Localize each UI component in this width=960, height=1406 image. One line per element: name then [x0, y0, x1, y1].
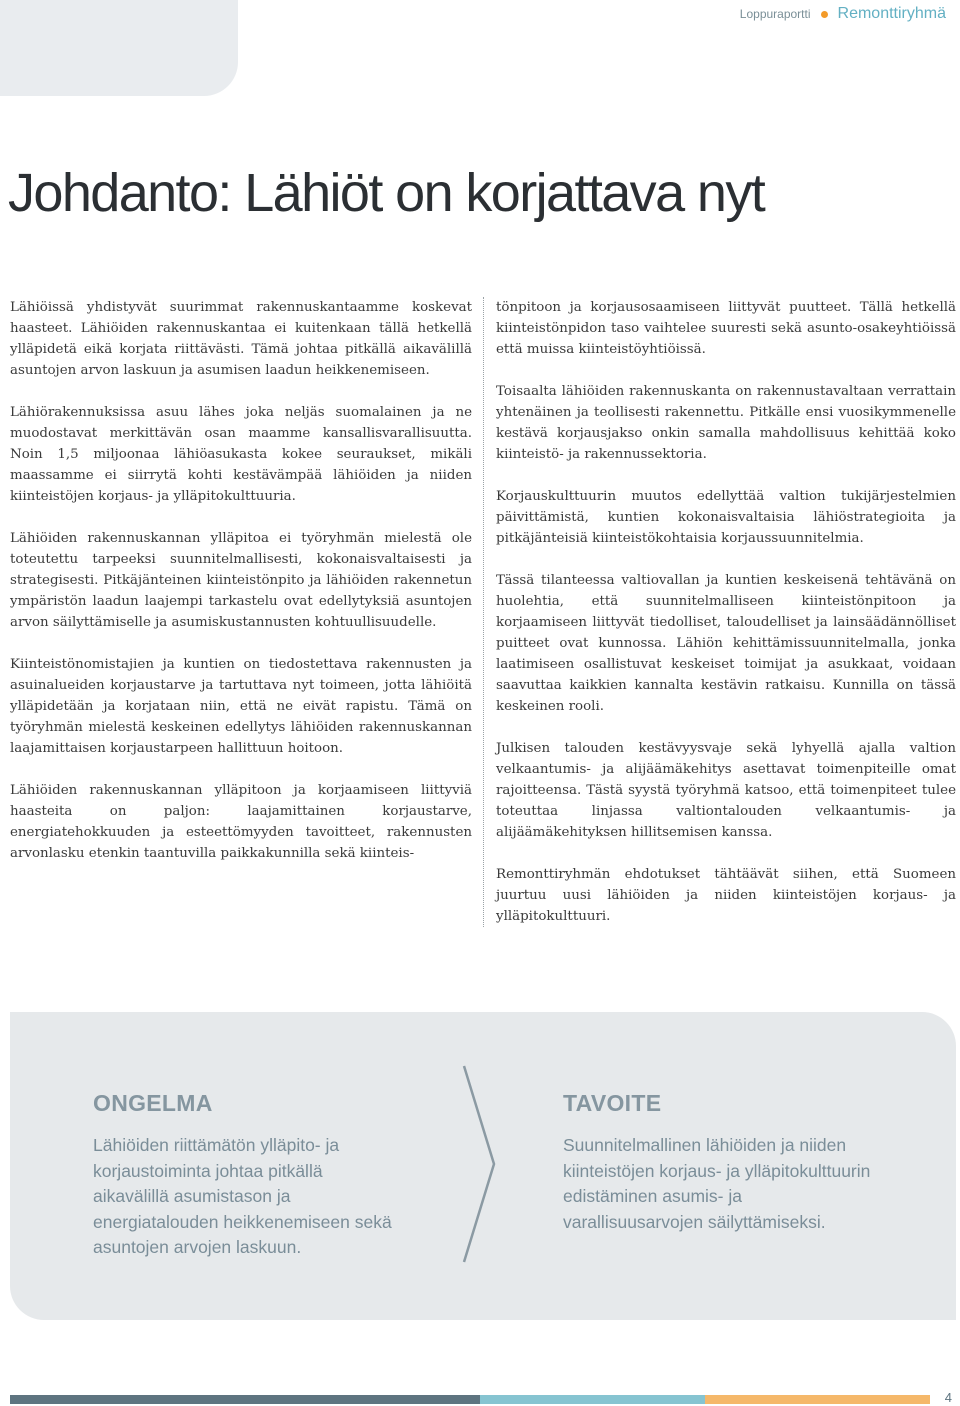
column-divider	[483, 297, 484, 927]
problem-heading: ONGELMA	[93, 1090, 213, 1116]
left-column	[10, 297, 472, 885]
footer-bar-segment	[705, 1395, 930, 1404]
goal-heading: TAVOITE	[563, 1090, 662, 1116]
paragraph: Tässä tilanteessa valtiovallan ja kuntien keskeisenä tehtävänä on huolehtia, että suunnitelmalliseen kiinteistönpitoon ja korjaamiseen liittyvät tiedolliset, taloudelliset ja lainsäädännölliset puitteet ovat kunnossa. Lähiön kehittämissuunnitelmalla, jonka laatimiseen osallistuvat keskeiset toimijat ja asukkaat, voidaan saavuttaa kaikkien kannalta kestävin ratkaisu. Kunnilla on tässä keskeinen rooli.	[496, 573, 956, 714]
problem-box	[93, 1090, 403, 1261]
right-column	[496, 297, 956, 948]
group-name: Remonttiryhmä	[837, 5, 946, 22]
paragraph: tönpitoon ja korjausosaamiseen liittyvät puutteet. Tällä hetkellä kiinteistönpidon taso vaihtelee suuresti sekä asunto-osakeyhtiöissä että muissa kiinteistöyhtiöissä.	[496, 300, 956, 357]
goal-box	[563, 1090, 873, 1235]
problem-text: Lähiöiden riittämätön ylläpito- ja korjaustoiminta johtaa pitkällä aikavälillä asumistason ja energiatalouden heikkenemiseen sekä asuntojen arvojen laskuun.	[93, 1135, 392, 1257]
page-title: Johdanto: Lähiöt on korjattava nyt	[8, 163, 765, 223]
footer-bar-segment	[480, 1395, 705, 1404]
corner-decoration	[0, 0, 238, 96]
paragraph: Toisaalta lähiöiden rakennuskanta on rakennustavaltaan verrattain yhtenäinen ja teollisesti rakennettu. Pitkälle ensi vuosikymmenelle kestävä korjausjakso onkin samalla mahdollisuus kehittää koko kiinteistö- ja rakennussektoria.	[496, 384, 956, 462]
goal-text: Suunnitelmallinen lähiöiden ja niiden kiinteistöjen korjaus- ja ylläpitokulttuurin edistäminen asumis- ja varallisuusarvojen säilyttämiseksi.	[563, 1135, 871, 1232]
paragraph: Remonttiryhmän ehdotukset tähtäävät siihen, että Suomeen juurtuu uusi lähiöiden ja niiden kiinteistöjen korjaus- ja ylläpitokulttuuri.	[496, 867, 956, 924]
paragraph: Kiinteistönomistajien ja kuntien on tiedostettava rakennusten ja asuinalueiden korjaustarve ja tartuttava nyt toimeen, jotta lähiöitä ylläpidetään ja korjataan niin, että ne eivät rapistu. Tämä on työryhmän mielestä keskeinen edellytys lähiöiden rakennuskannan laajamittaisen korjaustarpeen hallittuun hoitoon.	[10, 657, 472, 756]
paragraph: Lähiörakennuksissa asuu lähes joka neljäs suomalainen ja ne muodostavat merkittävän osan maamme kansallisvarallisuutta. Noin 1,5 miljoonaa lähiöasukasta kokee seuraukset, mikäli maassamme ei siirrytä kohti kestävämpää lähiöiden ja niiden kiinteistöjen korjaus- ja ylläpitokulttuuria.	[10, 405, 472, 504]
chevron-right-icon	[460, 1064, 500, 1264]
page-number: 4	[944, 1390, 952, 1405]
paragraph: Lähiöissä yhdistyvät suurimmat rakennuskantaamme koskevat haasteet. Lähiöiden rakennuskantaa ei kuitenkaan tällä hetkellä ylläpidetä eikä korjata riittävästi. Tämä johtaa pitkällä aikavälillä asuntojen arvon laskuun ja asumisen laadun heikkenemiseen.	[10, 300, 472, 378]
paragraph: Julkisen talouden kestävyysvaje sekä lyhyellä ajalla valtion velkaantumis- ja alijäämäkehitys asettavat toimenpiteille omat rajoitteensa. Tästä syystä työryhmä katsoo, että toimenpiteet tulee toteuttaa linjassa valtiontalouden velkaantumis- ja alijäämäkehityksen hillitsemisen kanssa.	[496, 741, 956, 840]
summary-panel	[10, 1012, 956, 1320]
bullet-dot-icon	[821, 11, 828, 18]
paragraph: Lähiöiden rakennuskannan ylläpitoon ja korjaamiseen liittyviä haasteita on paljon: laajamittainen korjaustarve, energiatehokkuuden ja esteettömyyden tavoitteet, rakennusten arvonlasku etenkin taantuvilla paikkakunnilla sekä kiinteis-	[10, 783, 472, 861]
report-label: Loppuraportti	[739, 7, 811, 21]
page-header	[740, 4, 946, 24]
paragraph: Lähiöiden rakennuskannan ylläpitoa ei työryhmän mielestä ole toteutettu tarpeeksi suunnitelmallisesti, kokonaisvaltaisesti ja strategisesti. Pitkäjänteinen kiinteistönpito ja lähiöiden rakennetun ympäristön laadun laajempi tarkastelu ovat edellytyksiä asuntojen arvon säilyttämiselle ja asumiskustannusten kohtuullisuudelle.	[10, 531, 472, 630]
paragraph: Korjauskulttuurin muutos edellyttää valtion tukijärjestelmien päivittämistä, kuntien kokonaisvaltaisia lähiöstrategioita ja pitkäjänteisiä kiinteistökohtaisia korjaussuunnitelmia.	[496, 489, 956, 546]
footer-bar	[10, 1395, 930, 1404]
footer-bar-segment	[10, 1395, 480, 1404]
